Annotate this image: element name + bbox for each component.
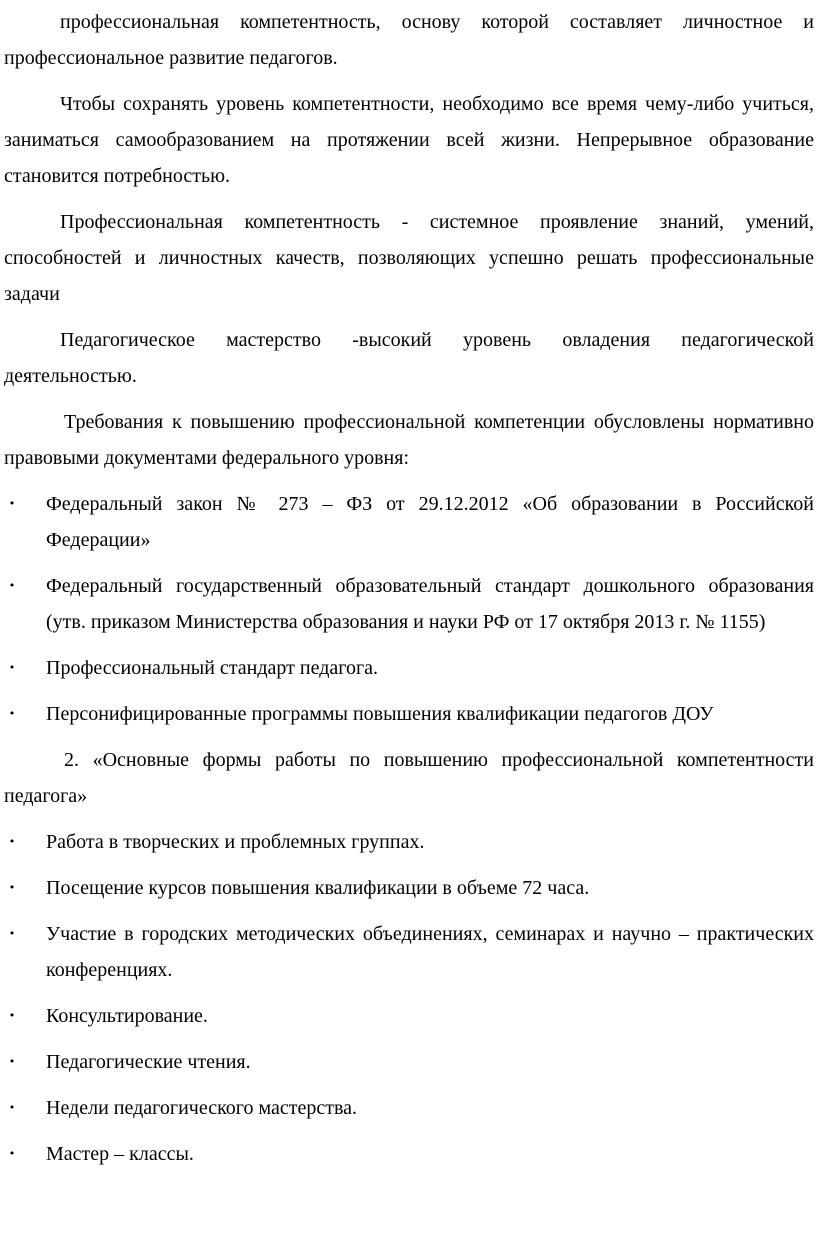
list-item [4,998,814,1034]
list-item-text: Федеральный закон № 273 – ФЗ от 29.12.2012 «Об образовании в Российской Федерации» [46,493,814,551]
list-item [4,568,814,640]
list-item-text: Консультирование. [46,1005,208,1027]
list-item-text: Мастер – классы. [46,1143,194,1165]
paragraph-continuation: профессиональная компетентность, основу которой составляет личностное и профессиональное развитие педагогов. [4,11,814,69]
list-item-text: Недели педагогического мастерства. [46,1097,358,1119]
bullet-icon: • [8,1055,16,1068]
bullet-icon: • [8,1147,16,1160]
paragraph-requirements: Требования к повышению профессиональной компетенции обусловлены нормативно правовыми документами федерального уровня: [4,411,814,469]
forms-list [4,824,814,1172]
list-item-text: Посещение курсов повышения квалификации в объеме 72 часа. [46,877,590,899]
list-item [4,870,814,906]
list-item-text: Педагогические чтения. [46,1051,251,1073]
document-page [4,0,814,1182]
list-item-text: Федеральный государственный образовательный стандарт дошкольного образования (утв. приказом Министерства образования и науки РФ от 17 октября 2013 г. № 1155) [46,575,814,633]
list-item [4,1044,814,1080]
list-item-text: Профессиональный стандарт педагога. [46,657,379,679]
list-item [4,824,814,860]
paragraph-self-education: Чтобы сохранять уровень компетентности, необходимо все время чему-либо учиться, заниматься самообразованием на протяжении всей жизни. Непрерывное образование становится потребностью. [4,93,814,187]
bullet-icon: • [8,579,16,592]
bullet-icon: • [8,661,16,674]
paragraph-competence-definition: Профессиональная компетентность - системное проявление знаний, умений, способностей и личностных качеств, позволяющих успешно решать профессиональные задачи [4,211,814,305]
list-item-text: Работа в творческих и проблемных группах. [46,831,425,853]
list-item-text: Персонифицированные программы повышения квалификации педагогов ДОУ [46,703,714,725]
list-item-text: Участие в городских методических объединениях, семинарах и научно – практических конференциях. [46,923,814,981]
list-item [4,486,814,558]
bullet-icon: • [8,835,16,848]
list-item [4,1090,814,1126]
list-item [4,650,814,686]
bullet-icon: • [8,707,16,720]
list-item [4,696,814,732]
bullet-icon: • [8,881,16,894]
paragraph-mastery-definition: Педагогическое мастерство -высокий уровень овладения педагогической деятельностью. [4,329,814,387]
list-item [4,1136,814,1172]
bullet-icon: • [8,1101,16,1114]
list-item [4,916,814,988]
bullet-icon: • [8,927,16,940]
bullet-icon: • [8,497,16,510]
documents-list [4,486,814,732]
section-2-heading: 2. «Основные формы работы по повышению профессиональной компетентности педагога» [4,749,814,807]
bullet-icon: • [8,1009,16,1022]
